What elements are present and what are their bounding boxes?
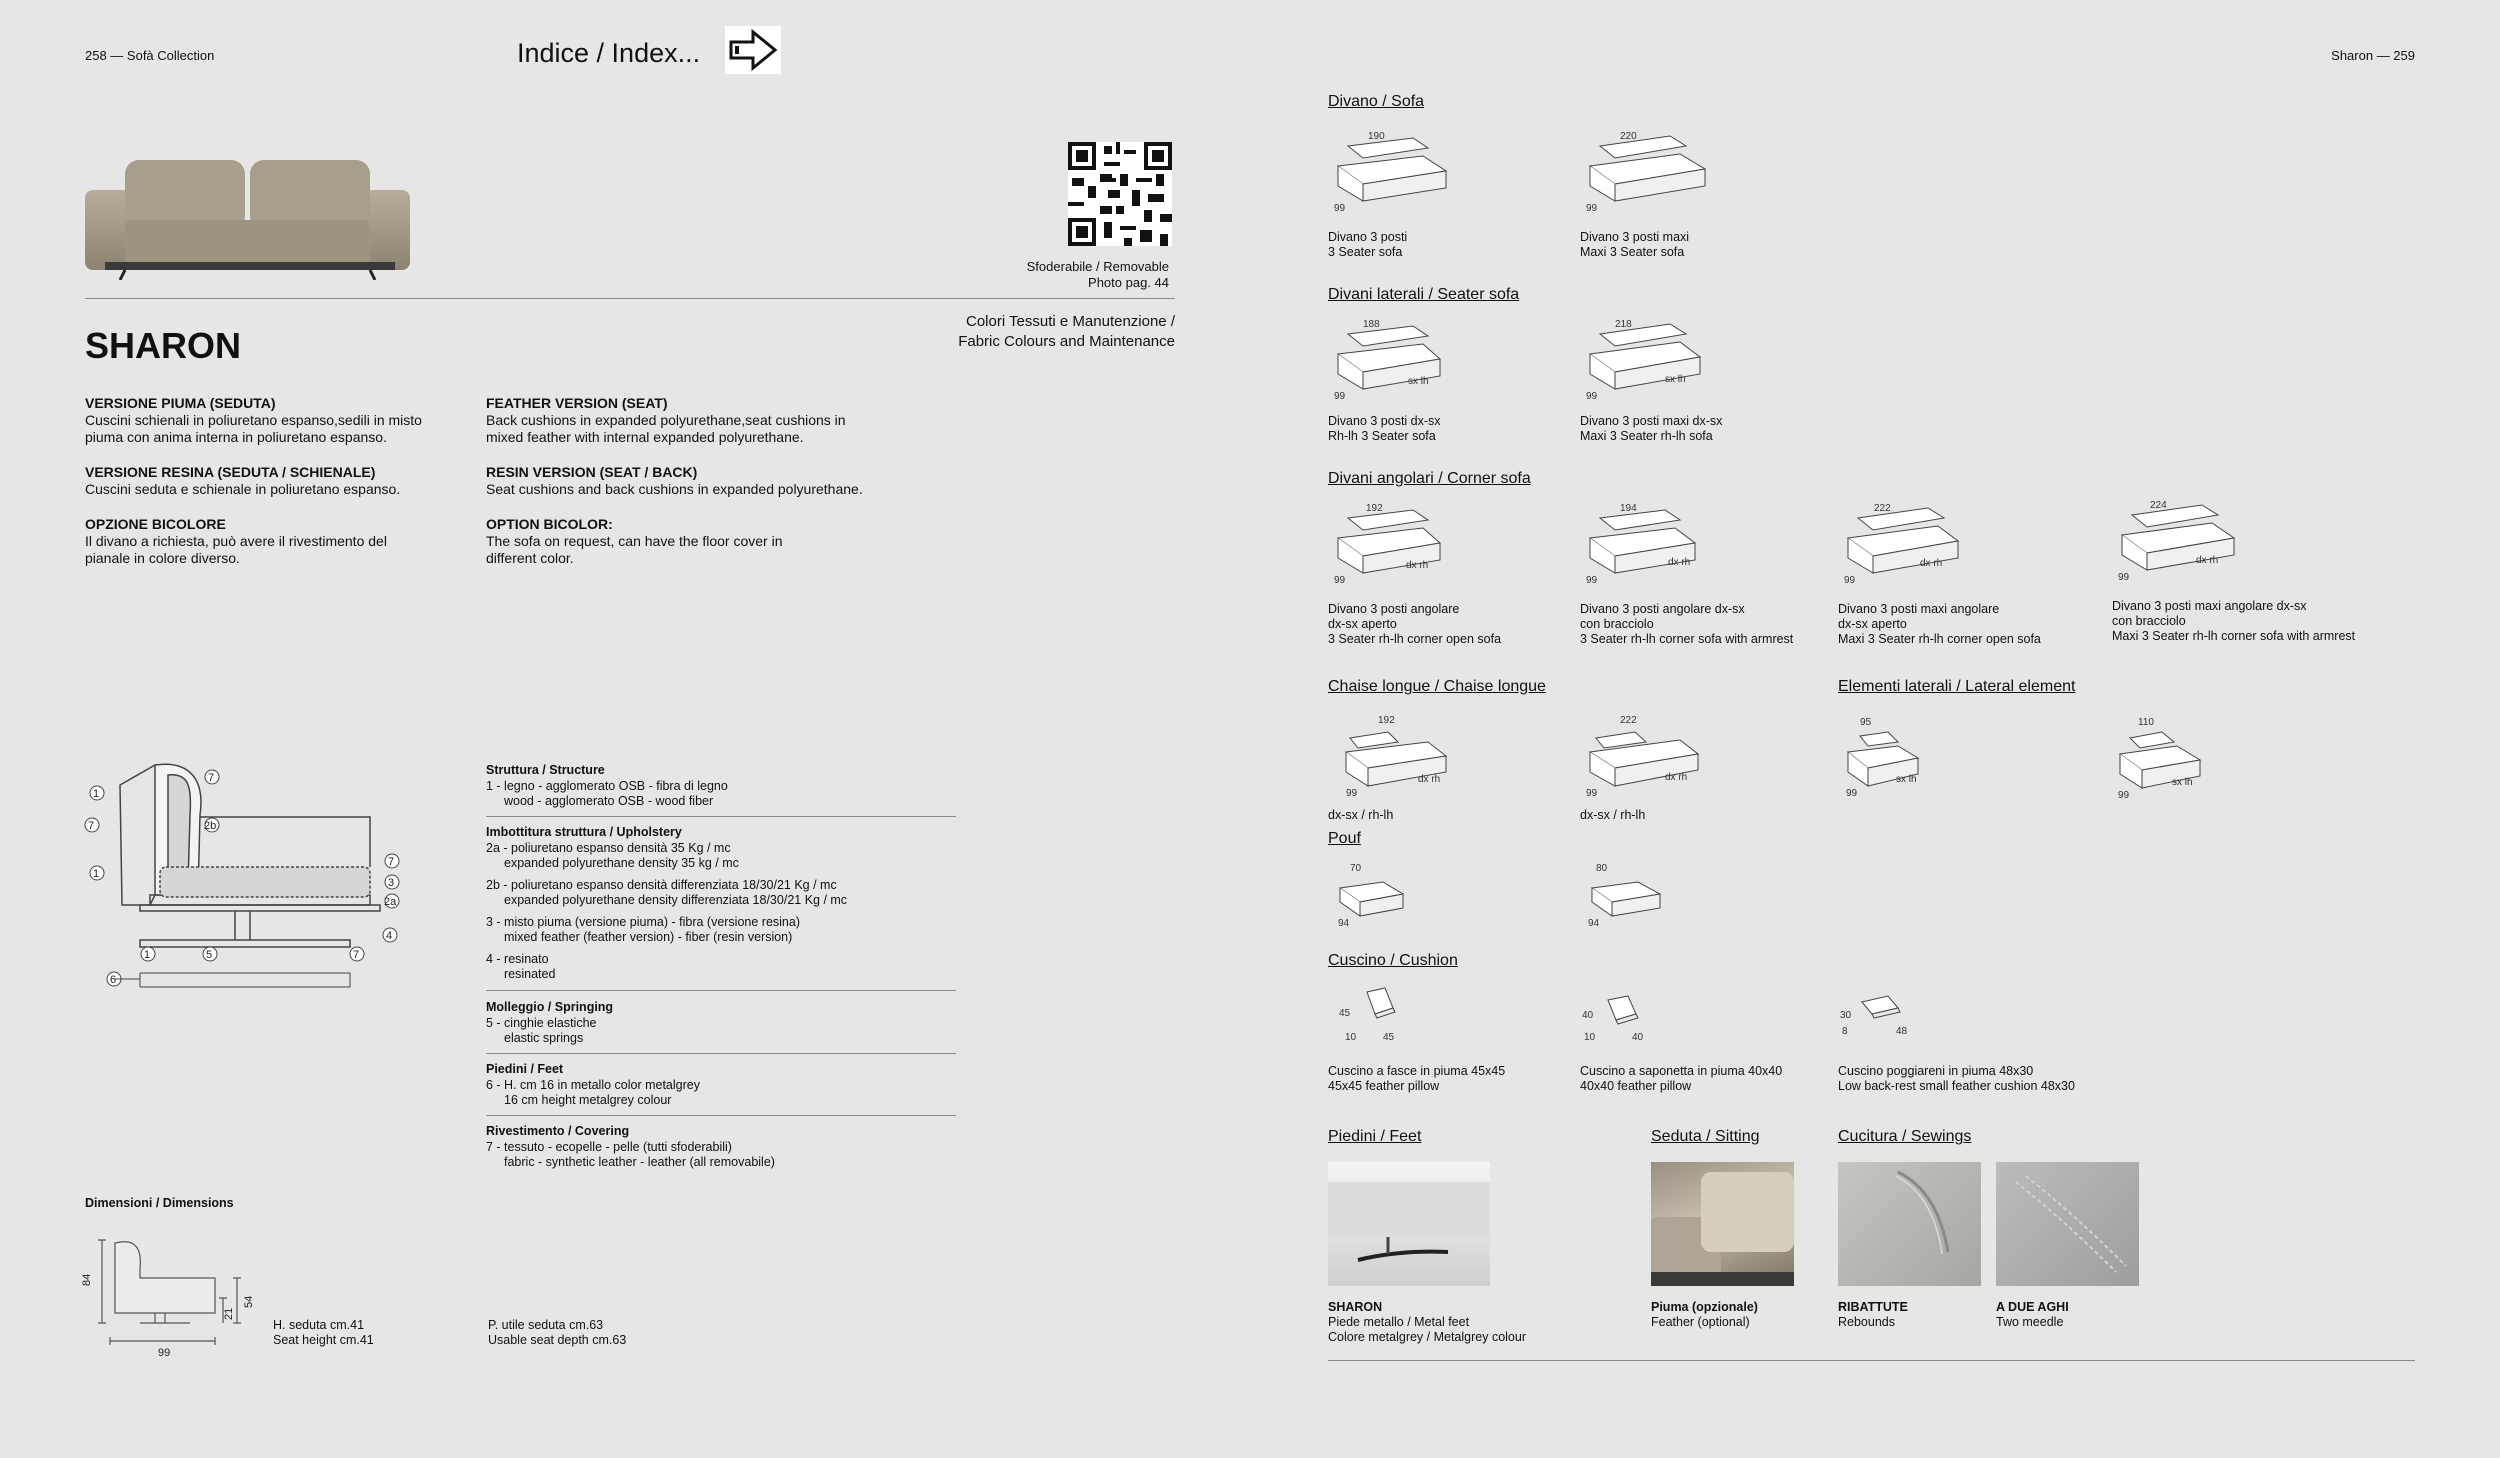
caption-line: Piuma (opzionale) [1651,1300,1758,1314]
caption-line: Divano 3 posti maxi angolare dx-sx [2112,599,2307,613]
seater-item[interactable] [1580,314,1710,414]
spec-upholstery [486,825,847,983]
corner-item[interactable] [2112,495,2242,595]
dim-width: 99 [158,1347,171,1359]
qr-caption-line2: Photo pag. 44 [1088,275,1169,290]
section-feet-title: Piedini / Feet [1328,1128,1422,1145]
thumb-depth: 99 [1586,575,1598,586]
caption-line: Cuscino poggiareni in piuma 48x30 [1838,1064,2034,1078]
thumb-depth: 99 [1586,788,1598,799]
section-diagram [80,755,410,1000]
version-text: The sofa on request, can have the floor cover in [486,533,783,549]
caption-line: 3 Seater rh-lh corner sofa with armrest [1580,632,1794,646]
corner-caption [1838,602,2041,647]
section-pouf-title: Pouf [1328,830,1361,847]
thumb-width: 218 [1615,319,1632,330]
divider [1328,1360,2415,1361]
caption-line: con bracciolo [2112,614,2186,628]
sewing-two-needle-caption [1996,1300,2069,1330]
spec-line: 1 - legno - agglomerato OSB - fibra di legno [486,778,728,793]
spec-line: 7 - tessuto - ecopelle - pelle (tutti sfoderabili) [486,1139,732,1154]
thumb-side: sx lh [2172,777,2193,788]
right-folio: Sharon — 259 [2331,48,2415,63]
diagram-label: 7 [353,949,360,961]
seat-depth-it: P. utile seduta cm.63 [488,1318,604,1332]
thumb-width: 192 [1366,503,1383,514]
caption-line: Maxi 3 Seater sofa [1580,245,1685,259]
fabric-colours-link[interactable] [958,312,1175,352]
sofa-item[interactable] [1580,126,1710,226]
caption-line: dx-sx aperto [1328,617,1397,631]
corner-item[interactable] [1838,498,1968,598]
caption-line: 3 Seater sofa [1328,245,1403,259]
spec-line: 5 - cinghie elastiche [486,1015,597,1030]
spec-line: 4 - resinato [486,951,549,966]
caption-line: Two meedle [1996,1315,2064,1329]
dimensions-title: Dimensioni / Dimensions [85,1196,234,1210]
version-block [486,395,906,446]
section-sitting-title: Seduta / Sitting [1651,1128,1760,1145]
version-text: Cuscini schienali in poliuretano espanso,sedili in misto [85,412,422,428]
spec-line: 6 - H. cm 16 in metallo color metalgrey [486,1077,700,1092]
thumb-depth: 99 [1334,203,1346,214]
thumb-width: 110 [2138,717,2154,728]
divider [486,990,956,991]
thumb-width: 190 [1368,131,1385,142]
version-block [486,516,906,567]
version-title: OPTION BICOLOR: [486,516,613,532]
caption-line: Colore metalgrey / Metalgrey colour [1328,1330,1526,1344]
seat-height-it: H. seduta cm.41 [273,1318,365,1332]
spec-line: resinated [504,967,556,981]
pouf-item[interactable] [1580,858,1680,938]
corner-caption [1328,602,1501,647]
spec-line: 2b - poliuretano espanso densità differenziata 18/30/21 Kg / mc [486,877,837,892]
spec-title: Imbottitura struttura / Upholstery [486,825,682,839]
cushion-item[interactable] [1838,988,1938,1058]
qr-caption-line1: Sfoderabile / Removable [1026,259,1169,274]
seat-height [273,1318,374,1348]
cushion-thickness: 10 [1345,1032,1357,1043]
thumb-width: 188 [1363,319,1380,330]
index-link[interactable]: Indice / Index... [517,38,701,68]
version-block [85,464,465,498]
caption-line: Feather (optional) [1651,1315,1750,1329]
sewing-rebounds-caption [1838,1300,1908,1330]
spec-line: fabric - synthetic leather - leather (all removabile) [504,1155,775,1169]
thumb-width: 70 [1350,863,1362,874]
cushion-item[interactable] [1580,986,1680,1056]
seat-depth-en: Usable seat depth cm.63 [488,1333,627,1347]
spec-line: 3 - misto piuma (versione piuma) - fibra (versione resina) [486,914,800,929]
diagram-label: 1 [144,949,151,961]
lateral-item[interactable] [2112,712,2212,807]
caption-line: 40x40 feather pillow [1580,1079,1692,1093]
thumb-depth: 99 [2118,572,2130,583]
next-arrow-icon[interactable] [725,26,781,74]
sitting-caption [1651,1300,1758,1330]
caption-line: Divano 3 posti dx-sx [1328,414,1441,428]
caption-line: A DUE AGHI [1996,1300,2069,1314]
version-text: Cuscini seduta e schienale in poliuretano espanso. [85,481,401,497]
diagram-label: 2b [204,820,217,832]
caption-line: Maxi 3 Seater rh-lh corner sofa with armrest [2112,629,2356,643]
cushion-caption [1838,1064,2075,1094]
spec-title: Piedini / Feet [486,1062,564,1076]
thumb-depth: 99 [1346,788,1358,799]
qr-code[interactable] [1068,142,1172,246]
sofa-photo [85,150,410,280]
thumb-side: dx rh [2196,555,2219,566]
spec-line: 2a - poliuretano espanso densità 35 Kg / mc [486,840,731,855]
version-text: Seat cushions and back cushions in expanded polyurethane. [486,481,863,497]
caption-line: Rebounds [1838,1315,1895,1329]
thumb-width: 224 [2150,500,2167,511]
diagram-label: 7 [208,772,215,784]
version-text: mixed feather with internal expanded polyurethane. [486,429,804,445]
thumb-depth: 99 [1844,575,1856,586]
caption-line: Maxi 3 Seater rh-lh corner open sofa [1838,632,2041,646]
spec-title: Struttura / Structure [486,763,605,777]
thumb-width: 220 [1620,131,1637,142]
thumb-width: 192 [1378,715,1395,726]
pouf-item[interactable] [1328,858,1428,938]
cushion-thickness: 10 [1584,1032,1596,1043]
chaise-caption: dx-sx / rh-lh [1580,808,1646,822]
spec-line: expanded polyurethane density 35 kg / mc [504,856,739,870]
divider [85,298,1175,299]
dim-seat-back: 54 [243,1295,255,1308]
diagram-label: 2a [384,896,397,908]
sofa-item[interactable] [1328,126,1458,226]
version-text: Il divano a richiesta, può avere il rivestimento del [85,533,387,549]
divider [486,1115,956,1116]
chaise-item[interactable] [1328,710,1458,810]
caption-line: Cuscino a fasce in piuma 45x45 [1328,1064,1506,1078]
divider [486,816,956,817]
fabric-link-line2: Fabric Colours and Maintenance [958,333,1175,350]
caption-line: 45x45 feather pillow [1328,1079,1440,1093]
thumb-side: dx rh [1668,557,1691,568]
caption-line: dx-sx aperto [1838,617,1907,631]
section-sofa-title: Divano / Sofa [1328,93,1425,110]
thumb-width: 222 [1874,503,1891,514]
caption-line: Low back-rest small feather cushion 48x30 [1838,1079,2075,1093]
caption-line: 3 Seater rh-lh corner open sofa [1328,632,1502,646]
product-name: SHARON [85,325,242,366]
version-block [85,395,465,446]
section-lateral-title: Elementi laterali / Lateral element [1838,678,2076,695]
spec-line: wood - agglomerato OSB - wood fiber [504,794,714,808]
seat-depth [488,1318,626,1348]
qr-caption [1027,259,1169,291]
sitting-photo [1651,1162,1794,1286]
caption-line: Maxi 3 Seater rh-lh sofa [1580,429,1713,443]
thumb-depth: 99 [1334,575,1346,586]
version-text: piuma con anima interna in poliuretano espanso. [85,429,387,445]
thumb-width: 80 [1596,863,1608,874]
cushion-width: 48 [1896,1026,1908,1037]
corner-item[interactable] [1580,498,1710,598]
seater-item[interactable] [1328,314,1458,414]
spec-structure [486,763,728,810]
version-text: pianale in colore diverso. [85,550,240,566]
feet-photo [1328,1162,1490,1286]
diagram-label: 3 [388,877,395,889]
diagram-label: 1 [93,868,100,880]
version-title: FEATHER VERSION (SEAT) [486,395,668,411]
corner-item[interactable] [1328,498,1458,598]
thumb-width: 222 [1620,715,1637,726]
thumb-depth: 99 [1846,788,1858,799]
caption-line: Divano 3 posti maxi dx-sx [1580,414,1723,428]
section-sewings-title: Cucitura / Sewings [1838,1128,1972,1145]
feet-caption [1328,1300,1526,1345]
cushion-thickness: 8 [1842,1026,1848,1037]
thumb-depth: 99 [2118,790,2130,801]
spec-covering [486,1124,775,1171]
version-block [486,464,906,498]
spec-springing [486,1000,613,1047]
spec-line: elastic springs [504,1031,584,1045]
seat-height-en: Seat height cm.41 [273,1333,374,1347]
thumb-side: dx rh [1406,560,1429,571]
left-folio: 258 — Sofà Collection [85,48,215,63]
spec-line: mixed feather (feather version) - fiber (resin version) [504,930,793,944]
cushion-item[interactable] [1335,982,1435,1052]
diagram-label: 7 [88,820,95,832]
thumb-width: 95 [1860,717,1872,728]
version-title: OPZIONE BICOLORE [85,516,226,532]
corner-caption [2112,599,2355,644]
thumb-side: sx lh [1896,774,1917,785]
version-title: VERSIONE PIUMA (SEDUTA) [85,395,276,411]
caption-line: Cuscino a saponetta in piuma 40x40 [1580,1064,1783,1078]
thumb-width: 194 [1620,503,1637,514]
chaise-caption: dx-sx / rh-lh [1328,808,1394,822]
thumb-side: dx rh [1418,774,1441,785]
caption-line: Divano 3 posti maxi angolare [1838,602,2000,616]
thumb-side: sx lh [1665,374,1686,385]
seater-caption [1328,414,1441,444]
thumb-depth: 99 [1334,391,1346,402]
caption-line: con bracciolo [1580,617,1654,631]
caption-line: Rh-lh 3 Seater sofa [1328,429,1436,443]
cushion-width: 40 [1632,1032,1644,1043]
cushion-height: 45 [1339,1008,1351,1019]
thumb-depth: 94 [1588,918,1600,929]
chaise-item[interactable] [1580,710,1710,810]
caption-line: RIBATTUTE [1838,1300,1908,1314]
lateral-item[interactable] [1838,712,1938,807]
sewing-two-needle-photo [1996,1162,2139,1286]
section-corner-title: Divani angolari / Corner sofa [1328,470,1531,487]
version-text: Back cushions in expanded polyurethane,seat cushions in [486,412,846,428]
caption-line: SHARON [1328,1300,1383,1314]
fabric-link-line1: Colori Tessuti e Manutenzione / [965,313,1175,330]
diagram-label: 1 [93,788,100,800]
cushion-caption [1328,1064,1505,1094]
thumb-side: dx rh [1920,558,1943,569]
dim-feet: 21 [223,1307,235,1320]
caption-line: Divano 3 posti angolare [1328,602,1460,616]
spec-title: Molleggio / Springing [486,1000,614,1014]
version-text: different color. [486,550,574,566]
section-seater-title: Divani laterali / Seater sofa [1328,286,1520,303]
spec-title: Rivestimento / Covering [486,1124,630,1138]
cushion-width: 45 [1383,1032,1395,1043]
diagram-label: 6 [110,974,117,986]
thumb-side: dx rh [1665,772,1688,783]
versions-it [85,395,465,567]
diagram-label: 4 [386,930,393,942]
cushion-height: 30 [1840,1010,1852,1021]
spec-feet [486,1062,700,1109]
thumb-depth: 94 [1338,918,1350,929]
cushion-height: 40 [1582,1010,1594,1021]
diagram-label: 5 [206,949,213,961]
caption-line: Divano 3 posti [1328,230,1408,244]
caption-line: Divano 3 posti maxi [1580,230,1690,244]
divider [486,1053,956,1054]
seater-caption [1580,414,1722,444]
version-title: VERSIONE RESINA (SEDUTA / SCHIENALE) [85,464,376,480]
version-block [85,516,465,567]
sofa-caption [1580,230,1689,260]
spec-line: 16 cm height metalgrey colour [504,1093,672,1107]
sofa-caption [1328,230,1407,260]
dimensions-drawing [80,1228,270,1363]
thumb-depth: 99 [1586,203,1598,214]
thumb-side: sx lh [1408,376,1429,387]
sewing-rebounds-photo [1838,1162,1981,1286]
corner-caption [1580,602,1793,647]
version-title: RESIN VERSION (SEAT / BACK) [486,464,698,480]
section-chaise-title: Chaise longue / Chaise longue [1328,678,1546,695]
versions-en [486,395,906,567]
caption-line: Divano 3 posti angolare dx-sx [1580,602,1745,616]
cushion-caption [1580,1064,1782,1094]
diagram-label: 7 [388,856,395,868]
thumb-depth: 99 [1586,391,1598,402]
dim-height: 84 [81,1273,93,1286]
caption-line: Piede metallo / Metal feet [1328,1315,1470,1329]
section-cushion-title: Cuscino / Cushion [1328,952,1458,969]
spec-line: expanded polyurethane density differenziata 18/30/21 Kg / mc [504,893,848,907]
